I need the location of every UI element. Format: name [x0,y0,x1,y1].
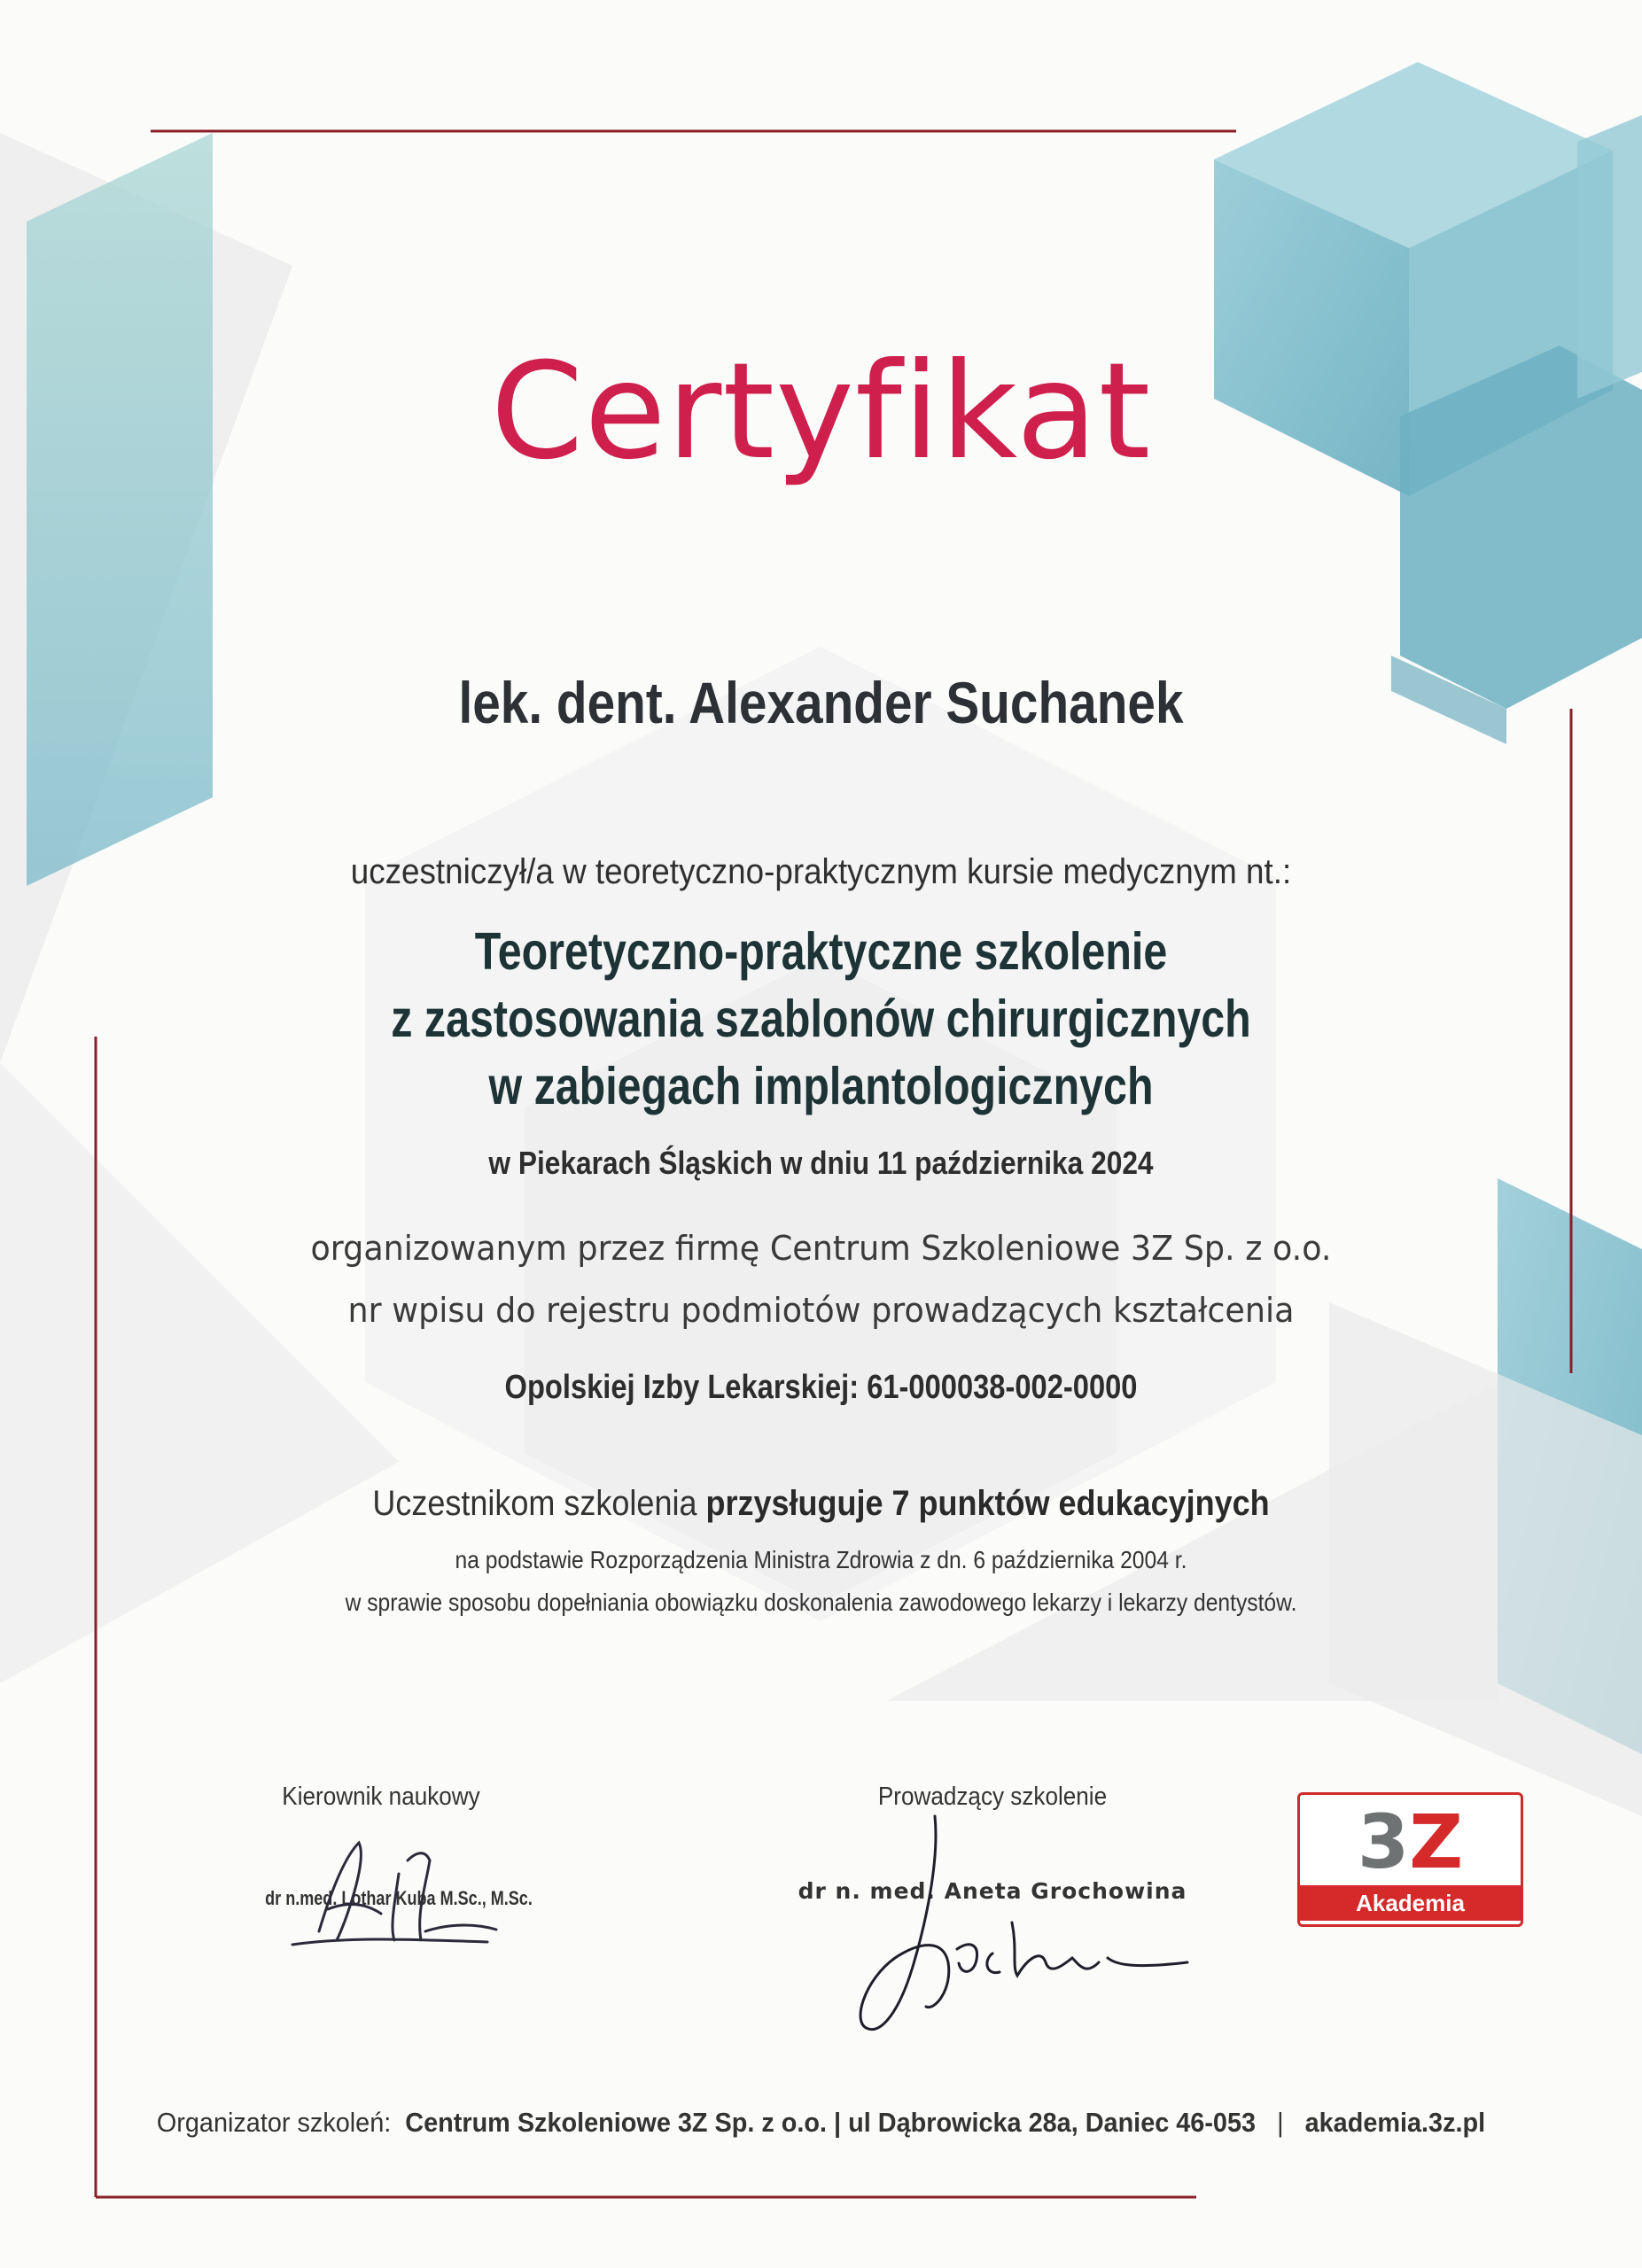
logo-mark [1300,1798,1521,1885]
scientific-director-signature [284,1825,514,1958]
logo-mark-letter: Z [1409,1798,1464,1885]
instructor-signature [780,1807,1205,2055]
footer-label: Organizator szkoleń: [156,2107,392,2138]
footer [58,2107,1584,2139]
course-title-line: w zabiegach implantologicznych [488,1057,1154,1115]
organizer-line: organizowanym przez firmę Centrum Szkoleniowe 3Z Sp. z o.o. [310,1229,1332,1268]
points-value: przysługuje 7 punktów edukacyjnych [705,1484,1270,1523]
registry-number: Opolskiej Izby Lekarskiej: 61-000038-002-0000 [504,1369,1138,1406]
instructor-label: Prowadzący szkolenie [877,1783,1108,1811]
course-title [148,918,1494,1120]
place-and-date: w Piekarach Śląskich w dniu 11 października 2024 [488,1145,1154,1181]
logo-mark-digit: 3 [1357,1798,1410,1885]
legal-line: w sprawie sposobu dopełniania obowiązku doskonalenia zawodowego lekarzy i lekarzy dentystów. [345,1588,1297,1616]
course-title-line: z zastosowania szablonów chirurgicznych [391,990,1251,1048]
akademia-3z-logo [1297,1792,1523,1927]
footer-website: akademia.3z.pl [1304,2107,1486,2138]
legal-basis [98,1539,1544,1624]
scientific-director-label: Kierownik naukowy [282,1783,480,1811]
instructor-name: dr n. med. Aneta Grochowina [798,1878,1187,1904]
organizer-line: nr wpisu do rejestru podmiotów prowadzących kształcenia [347,1291,1295,1330]
legal-line: na podstawie Rozporządzenia Ministra Zdrowia z dn. 6 października 2004 r. [455,1546,1187,1573]
recipient-name: lek. dent. Alexander Suchanek [458,670,1184,735]
participation-statement: uczestniczył/a w teoretyczno-praktycznym kursie medycznym nt.: [350,852,1292,891]
education-points [82,1484,1560,1524]
scientific-director-name: dr n.med. Lothar Kuba M.Sc., M.Sc. [265,1887,533,1909]
footer-separator: | [1277,2107,1284,2138]
course-title-line: Teoretyczno-praktyczne szkolenie [474,922,1168,981]
points-prefix: Uczestnikom szkolenia [372,1484,706,1523]
footer-organizer: Centrum Szkoleniowe 3Z Sp. z o.o. | ul Dąbrowicka 28a, Daniec 46-053 [405,2107,1257,2138]
certificate-title: Certyfikat [490,335,1152,489]
logo-text: Akademia [1300,1885,1521,1921]
organizer-statement [33,1217,1609,1341]
